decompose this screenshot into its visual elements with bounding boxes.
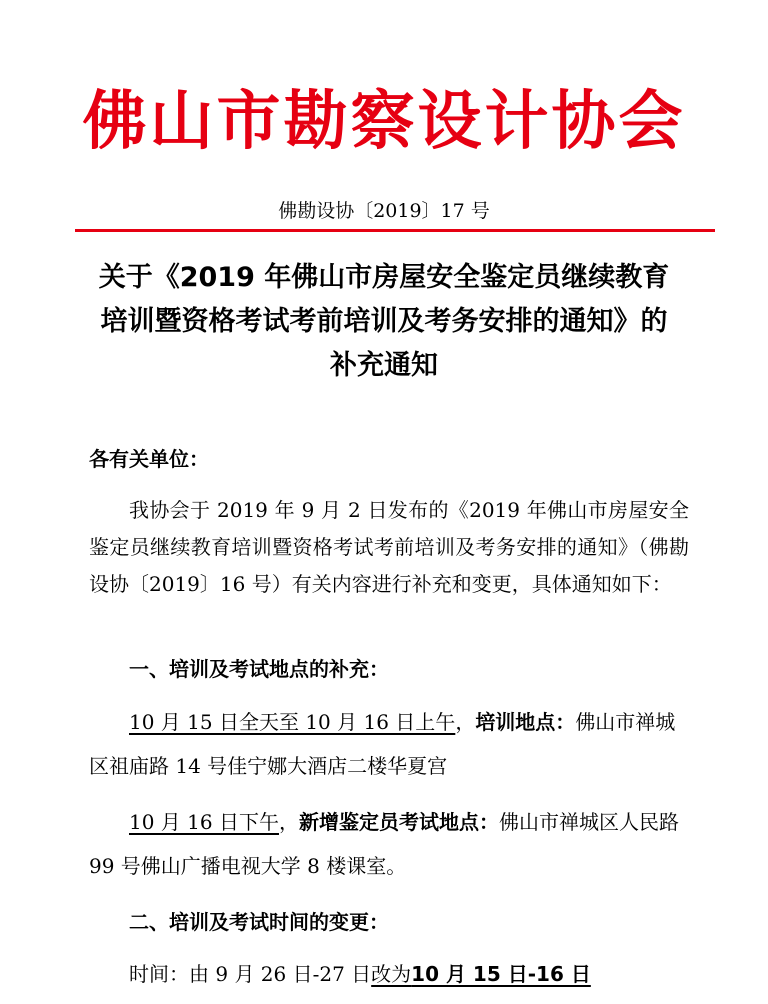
intro-paragraph: 我协会于 2019 年 9 月 2 日发布的《2019 年佛山市房屋安全鉴定员继续教育培训暨资格考试考前培训及考务安排的通知》（佛勘设协〔2019〕16 号）有关内容进行补充和变更，具体通知如下： [89, 498, 689, 596]
time-change-paragraph [89, 952, 689, 996]
organization-header: 佛山市勘察设计协会 [82, 85, 686, 159]
exam-date: 10 月 16 日下午 [129, 810, 279, 834]
title-line-2: 培训暨资格考试考前培训及考务安排的通知》的 [100, 306, 668, 337]
exam-location-paragraph [89, 800, 689, 888]
document-number: 佛勘设协〔2019〕17 号 [278, 200, 490, 222]
training-location-paragraph [89, 700, 689, 788]
salutation: 各有关单位： [89, 447, 209, 471]
document-title [70, 256, 698, 388]
title-line-3: 补充通知 [330, 350, 438, 381]
section-2-heading: 二、培训及考试时间的变更： [129, 910, 389, 934]
separator: ， [455, 710, 476, 734]
red-divider [75, 229, 715, 232]
training-location-label: 培训地点： [475, 710, 576, 734]
time-change-word: 改为 [371, 962, 412, 986]
section-1-heading: 一、培训及考试地点的补充： [129, 657, 389, 681]
time-original: 时间：由 9 月 26 日-27 日 [129, 962, 372, 986]
separator: ， [278, 810, 299, 834]
exam-location-text: 佛山市禅城区人民路 99 号佛山广播电视大学 8 楼课室。 [89, 810, 679, 878]
exam-location-label: 新增鉴定员考试地点： [298, 810, 499, 834]
training-date: 10 月 15 日全天至 10 月 16 日上午 [129, 710, 456, 734]
training-location-text: 佛山市禅城区祖庙路 14 号佳宁娜大酒店二楼华夏宫 [89, 710, 676, 778]
title-line-1: 关于《2019 年佛山市房屋安全鉴定员继续教育 [98, 262, 670, 293]
time-new-date: 10 月 15 日-16 日 [411, 962, 591, 986]
